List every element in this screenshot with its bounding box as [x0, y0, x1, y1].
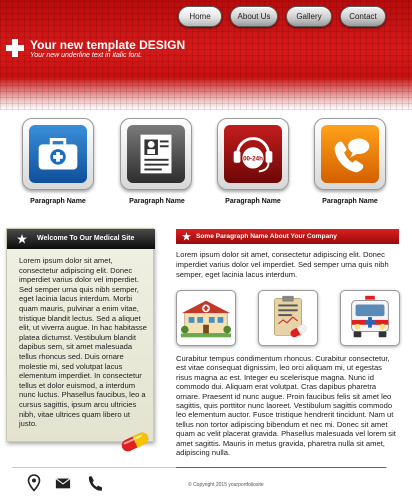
report-thumbnail[interactable] — [258, 290, 318, 346]
footer-divider-accent — [176, 467, 386, 468]
welcome-text: Lorem ipsum dolor sit amet, consectetur adipiscing elit. Donec imperdiet varius dolor vel imperdiet. Sed semper urna quis nibh semper, eget lacinia lacus interdum. Morbi quam mauris, pulvinar a enim vitae, tristique blandit lectus. Sed a aliquet elit, ut viverra augue. In hac habitasse platea dictumst. Vestibulum blandit dapibus sem, sit amet malesuada tellus rhoncus sed. Duis ornare molestie mi, sed volutpat lacus elementum imperdiet. In consectetur tellus et dolor euismod, a interdum nunc luctus. Phasellus faucibus, leo a cursus sagittis, ipsum arcu ultricies nibh, vitae ultrices quam libero ut justo. — [19, 256, 147, 429]
paragraph-name-2: Paragraph Name — [129, 198, 185, 205]
star-icon — [182, 232, 191, 241]
header-banner — [0, 0, 412, 110]
hospital-thumbnail[interactable] — [176, 290, 236, 346]
welcome-panel — [6, 228, 154, 442]
feature-card-3[interactable] — [217, 118, 289, 190]
ambulance-thumbnail[interactable] — [340, 290, 400, 346]
phone-call-icon — [321, 125, 379, 183]
welcome-panel-header — [7, 229, 155, 249]
location-pin-icon[interactable] — [26, 474, 42, 492]
welcome-title: Welcome To Our Medical Site — [37, 235, 135, 242]
hospital-building-icon — [177, 291, 235, 345]
clipboard-report-icon — [259, 291, 317, 345]
headset-label: 00-24h — [243, 155, 263, 163]
site-title: Your new template DESIGN — [30, 38, 186, 52]
nav-contact[interactable]: Contact — [340, 6, 386, 27]
paragraph-name-3: Paragraph Name — [225, 198, 281, 205]
company-body-text: Curabitur tempus condimentum rhoncus. Curabitur consectetur, est vitae consequat dignissim, leo orci aliquam mi, ut egestas risus magna ac est. Integer eu scelerisque magna. Nunc id commodo dui. Aliquam erat volutpat. Cras dapibus pharetra ornare. Praesent id nunc augue. Proin faucibus felis sit amet leo sagittis, quis porttitor nunc laoreet. Vestibulum sagittis commodo leo elementum auctor. Fusce tristique hendrerit tincidunt. Nam ut tellus non tortor adipiscing bibendum et nec mi. Donec sit amet quam ac velit placerat gravida. Phasellus malesuada vel lorem sit amet sagittis. Mauris in metus gravida, pharetra nulla sit amet, adipiscing nulla. — [176, 354, 396, 458]
paragraph-name-4: Paragraph Name — [322, 198, 378, 205]
site-subtitle: Your new underline text in italic font. — [30, 52, 143, 59]
patient-record-icon — [127, 125, 185, 183]
medical-bag-icon — [29, 125, 87, 183]
copyright-text: © Copyright 2015 yourportfoliosite — [188, 482, 264, 488]
company-intro-text: Lorem ipsum dolor sit amet, consectetur adipiscing elit. Donec imperdiet varius dolor vel imperdiet. Sed semper urna quis nibh semper, eget lacinia lacus interdum. — [176, 250, 389, 279]
company-section-header — [176, 229, 399, 244]
ambulance-icon — [341, 291, 399, 345]
capsule-pill-icon — [118, 430, 152, 454]
feature-card-1[interactable] — [22, 118, 94, 190]
company-section-title: Some Paragraph Name About Your Company — [196, 233, 337, 240]
medical-cross-icon — [6, 39, 24, 57]
main-nav — [178, 6, 386, 27]
nav-home[interactable]: Home — [178, 6, 222, 27]
nav-about-us[interactable]: About Us — [230, 6, 278, 27]
feature-card-2[interactable] — [120, 118, 192, 190]
feature-card-4[interactable] — [314, 118, 386, 190]
phone-icon[interactable] — [86, 474, 102, 492]
paragraph-name-1: Paragraph Name — [30, 198, 86, 205]
mail-icon[interactable] — [55, 474, 71, 492]
nav-gallery[interactable]: Gallery — [286, 6, 332, 27]
headset-24h-icon — [224, 125, 282, 183]
star-icon — [17, 234, 27, 244]
